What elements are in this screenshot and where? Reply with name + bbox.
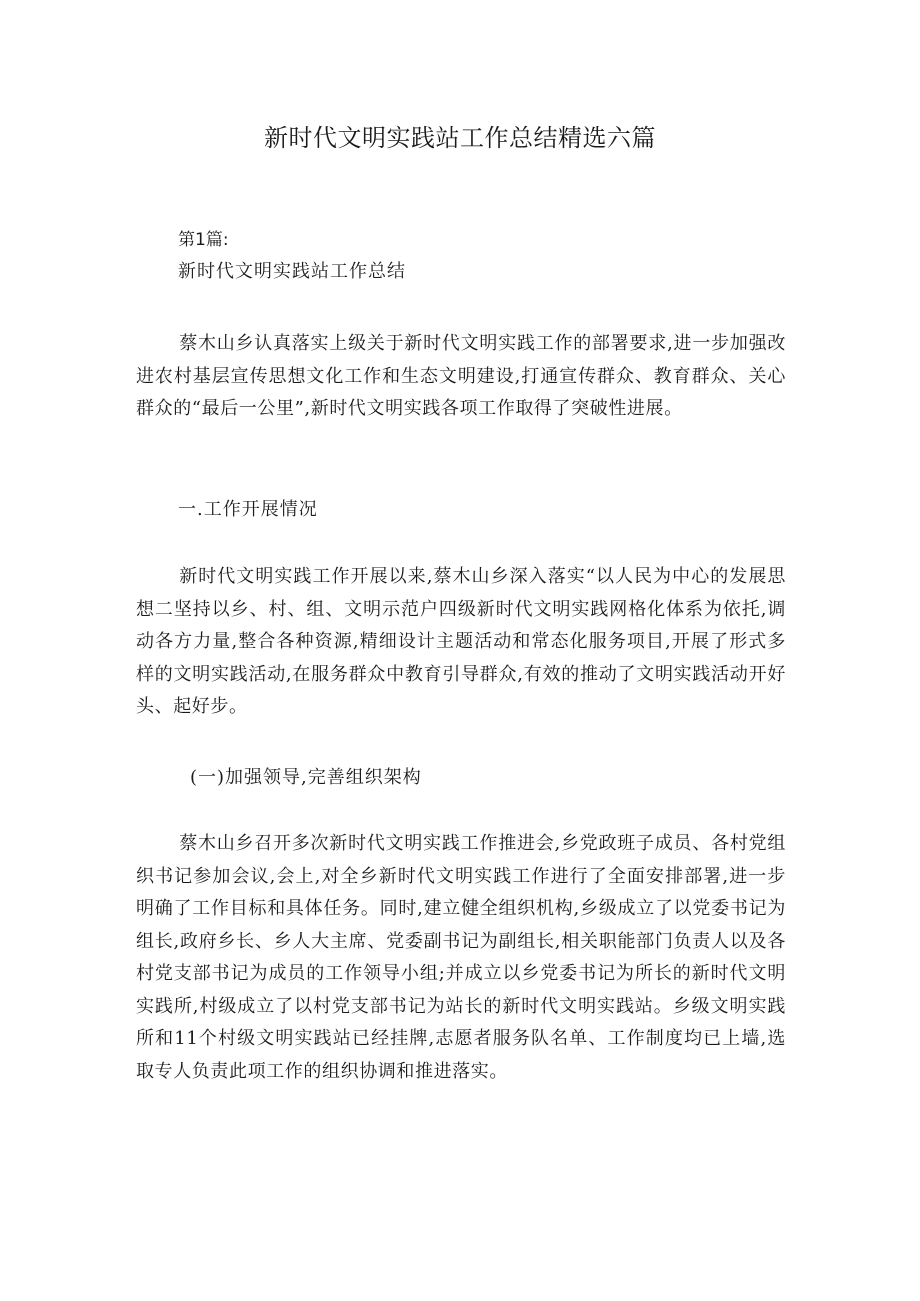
chapter-subtitle: 新时代文明实践站工作总结 [178,261,406,282]
paragraph-organization: 蔡木山乡召开多次新时代文明实践工作推进会,乡党政班子成员、各村党组织书记参加会议,会上,对全乡新时代文明实践工作进行了全面安排部署,进一步明确了工作目标和具体任务。同时,建立健全组织机构,乡级成立了以党委书记为组长,政府乡长、乡人大主席、党委副书记为副组长,相关职能部门负责人以及各村党支部书记为成员的工作领导小组;并成立以乡党委书记为所长的新时代文明实践所,村级成立了以村党支部书记为站长的新时代文明实践站。乡级文明实践所和11个村级文明实践站已经挂牌,志愿者服务队名单、工作制度均已上墙,选取专人负责此项工作的组织协调和推进落实。 [136,833,786,1082]
paragraph-intro: 蔡木山乡认真落实上级关于新时代文明实践工作的部署要求,进一步加强改进农村基层宣传思想文化工作和生态文明建设,打通宣传群众、教育群众、关心群众的“最后一公里”,新时代文明实践各项工作取得了突破性进展。 [136,333,786,419]
subsection-heading: (一)加强领导,完善组织架构 [190,767,422,788]
document-title: 新时代文明实践站工作总结精选六篇 [264,124,656,152]
chapter-label: 第1篇: [178,230,229,250]
paragraph-work-overview: 新时代文明实践工作开展以来,蔡木山乡深入落实“以人民为中心的发展思想二坚持以乡、村、组、文明示范户四级新时代文明实践网格化体系为依托,调动各方力量,整合各种资源,精细设计主题活动和常态化服务项目,开展了形式多样的文明实践活动,在服务群众中教育引导群众,有效的推动了文明实践活动开好头、起好步。 [136,566,786,717]
section-heading: 一.工作开展情况 [178,499,318,520]
